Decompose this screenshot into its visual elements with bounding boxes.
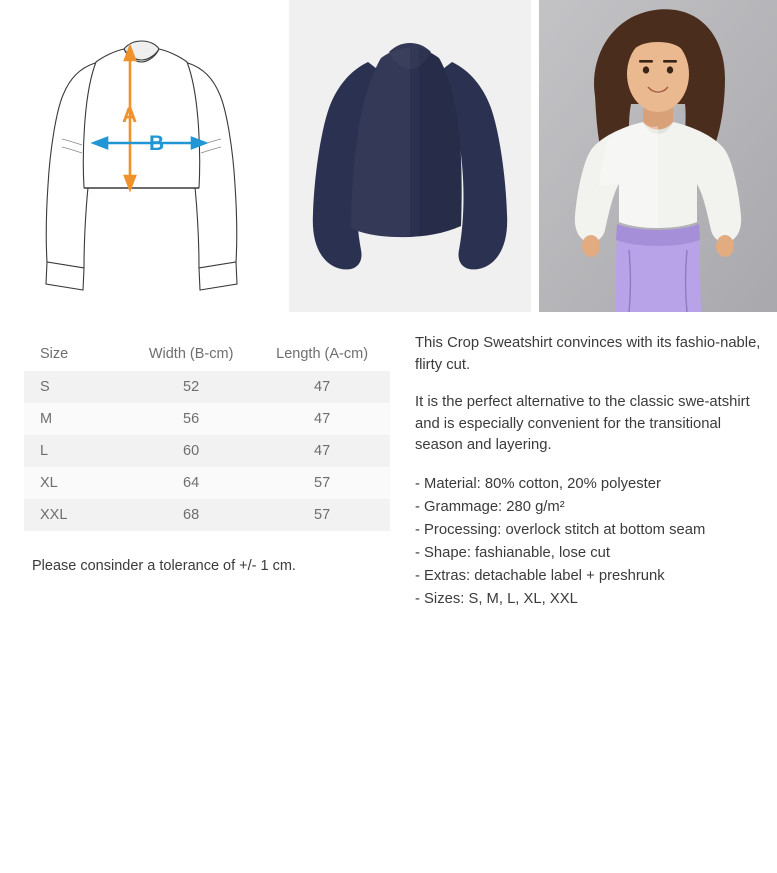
spec-material: - Material: 80% cotton, 20% polyester <box>415 475 661 492</box>
table-row <box>24 403 390 435</box>
column-header-width: Width (B-cm) <box>128 337 254 371</box>
cell-width: 68 <box>183 507 200 523</box>
table-row <box>24 467 390 499</box>
spec-grammage: - Grammage: 280 g/m² <box>415 498 565 515</box>
table-row <box>24 499 390 531</box>
spec-sizes: - Sizes: S, M, L, XL, XXL <box>415 590 578 607</box>
cell-size: L <box>40 443 49 459</box>
description-paragraph-2: It is the perfect alternative to the classic swe-atshirt and is especially convenient for the transitional season and layering. <box>415 394 750 453</box>
navy-sweatshirt-illustration <box>289 0 531 312</box>
spec-shape: - Shape: fashianable, lose cut <box>415 544 610 561</box>
product-description <box>415 333 765 611</box>
tolerance-note: Please consinder a tolerance of +/- 1 cm. <box>32 558 296 574</box>
cell-length: 47 <box>314 379 331 395</box>
cell-length: 57 <box>314 507 331 523</box>
cell-width: 64 <box>183 475 200 491</box>
cell-length: 57 <box>314 475 331 491</box>
cell-size: M <box>40 411 53 427</box>
spec-extras: - Extras: detachable label + preshrunk <box>415 567 665 584</box>
cell-size: S <box>40 379 50 395</box>
size-chart-body <box>24 371 390 531</box>
model-illustration <box>539 0 777 312</box>
size-chart-header <box>24 337 390 371</box>
spec-processing: - Processing: overlock stitch at bottom seam <box>415 521 706 538</box>
length-measure-label: A <box>122 104 138 127</box>
size-chart-table <box>24 337 390 531</box>
cell-length: 47 <box>314 411 331 427</box>
width-measure-label: B <box>149 132 165 155</box>
cell-length: 47 <box>314 443 331 459</box>
technical-drawing-svg <box>0 0 283 312</box>
product-photo-panel <box>289 0 531 312</box>
table-header-row <box>24 337 390 371</box>
column-header-size: Size <box>24 337 128 371</box>
cell-size: XXL <box>40 507 68 523</box>
table-row <box>24 371 390 403</box>
column-header-length: Length (A-cm) <box>254 337 390 371</box>
technical-drawing-panel <box>0 0 283 312</box>
cell-width: 52 <box>183 379 200 395</box>
description-paragraph-1: This Crop Sweatshirt convinces with its fashio-nable, flirty cut. <box>415 335 761 373</box>
product-spec-list <box>415 473 765 611</box>
cell-size: XL <box>40 475 58 491</box>
cell-width: 60 <box>183 443 200 459</box>
model-photo-panel <box>539 0 777 312</box>
product-image-gallery <box>0 0 777 312</box>
table-row <box>24 435 390 467</box>
cell-width: 56 <box>183 411 200 427</box>
